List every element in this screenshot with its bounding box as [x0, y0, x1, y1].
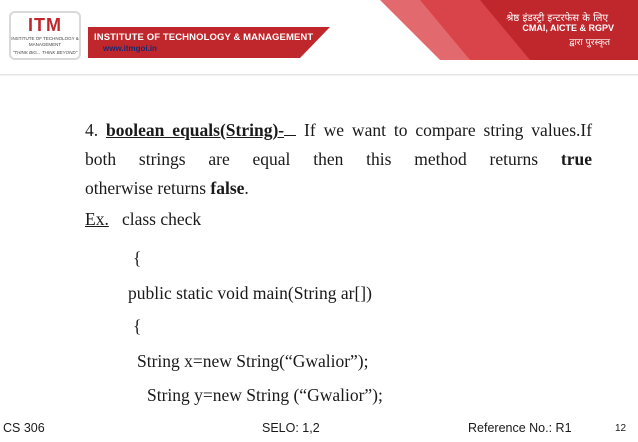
item-number: 4.: [85, 120, 99, 140]
code-line-string-x: String x=new String(“Gwalior”);: [137, 351, 369, 371]
description-line-1: [85, 116, 592, 174]
description-part1: If we want to compare string values.If both strings are equal then this method returns: [85, 120, 593, 169]
keyword-true: true: [560, 149, 593, 169]
logo-tagline: "THINK BIG... THINK BEYOND": [12, 50, 78, 55]
description-part2: otherwise returns: [85, 178, 207, 198]
code-line-string-y: String y=new String (“Gwalior”);: [147, 385, 383, 405]
institute-name: INSTITUTE OF TECHNOLOGY & MANAGEMENT: [94, 32, 314, 43]
description-end: .: [244, 178, 249, 198]
course-code: CS 306: [3, 421, 45, 435]
code-line-open-brace-1: {: [133, 248, 142, 268]
reference-number: Reference No.: R1: [468, 421, 572, 435]
hindi-award-line2: द्वारा पुरस्कृत: [569, 38, 610, 48]
slide-header: [0, 0, 638, 78]
example-label: Ex.: [85, 209, 109, 229]
selo-label: SELO: 1,2: [262, 421, 320, 435]
website-icon: [93, 45, 100, 52]
code-line-class: class check: [121, 209, 202, 229]
keyword-false: false: [210, 178, 245, 198]
heading-underline-gap: [284, 121, 296, 136]
logo-subtext: INSTITUTE OF TECHNOLOGY & MANAGEMENT: [11, 36, 79, 47]
description-line-3: [85, 174, 592, 203]
example-line: [85, 209, 201, 229]
hindi-award-line1: श्रेष्ठ इंडस्ट्री इन्टरफेस के लिए: [506, 13, 608, 24]
website-link[interactable]: www.itmgoi.in: [103, 44, 157, 53]
page-number: 12: [615, 423, 627, 434]
logo-text: ITM: [28, 15, 62, 35]
slide-content: [85, 116, 592, 203]
method-heading: boolean equals(String)-: [106, 120, 285, 140]
code-line-main-signature: public static void main(String ar[]): [128, 283, 372, 303]
affiliation-text: CMAI, AICTE & RGPV: [522, 23, 614, 33]
code-line-open-brace-2: {: [133, 316, 142, 336]
slide-footer: [0, 419, 638, 442]
itm-logo: [9, 11, 81, 60]
